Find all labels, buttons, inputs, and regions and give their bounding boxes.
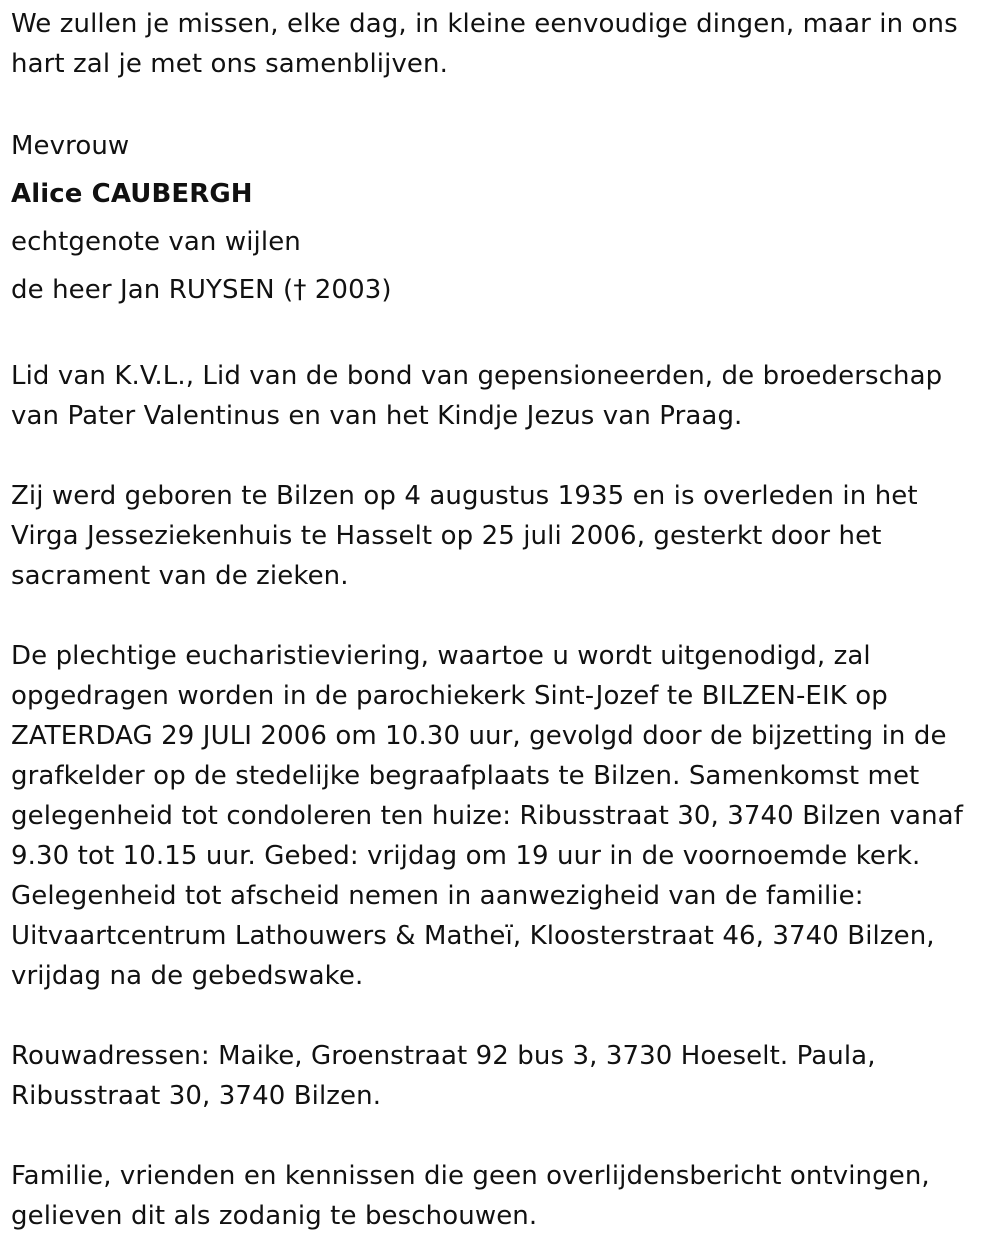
intro-text: We zullen je missen, elke dag, in kleine eenvoudige dingen, maar in ons hart zal je met ons samenblijven.	[11, 9, 958, 79]
relation-text: echtgenote van wijlen	[11, 227, 301, 257]
mourning-addresses: Rouwadressen: Maike, Groenstraat 92 bus 3, 3730 Hoeselt. Paula, Ribusstraat 30, 3740 Bilzen.	[11, 1041, 876, 1111]
ceremony-text: De plechtige eucharistieviering, waartoe u wordt uitgenodigd, zal opgedragen worden in de parochiekerk Sint-Jozef te BILZEN-EIK op ZATERDAG 29 JULI 2006 om 10.30 uur, gevolgd door de bijzetting in de grafkelder op de stedelijke begraafplaats te Bilzen. Samenkomst met gelegenheid tot condoleren ten huize: Ribusstraat 30, 3740 Bilzen vanaf 9.30 tot 10.15 uur. Gebed: vrijdag om 19 uur in de voornoemde kerk. Gelegenheid tot afscheid nemen in aanwezigheid van de familie: Uitvaartcentrum Lathouwers & Matheï, Kloosterstraat 46, 3740 Bilzen, vrijdag na de gebedswake.	[11, 641, 963, 991]
spouse-suffix: 2003)	[306, 275, 392, 305]
honorific: Mevrouw	[11, 131, 130, 161]
membership-text: Lid van K.V.L., Lid van de bond van gepensioneerden, de broederschap van Pater Valentinus en van het Kindje Jezus van Praag.	[11, 361, 943, 431]
closing-text: Familie, vrienden en kennissen die geen overlijdensbericht ontvingen, gelieven dit als zodanig te beschouwen.	[11, 1161, 930, 1231]
spouse-prefix: de heer Jan RUYSEN (	[11, 275, 294, 305]
spouse-line	[11, 266, 981, 314]
life-text: Zij werd geboren te Bilzen op 4 augustus 1935 en is overleden in het Virga Jesseziekenhuis te Hasselt op 25 juli 2006, gesterkt door het sacrament van de zieken.	[11, 481, 918, 591]
cross-icon: †	[293, 275, 307, 305]
obituary-notice	[11, 4, 981, 1236]
deceased-block	[11, 122, 981, 314]
deceased-name: Alice CAUBERGH	[11, 179, 253, 209]
